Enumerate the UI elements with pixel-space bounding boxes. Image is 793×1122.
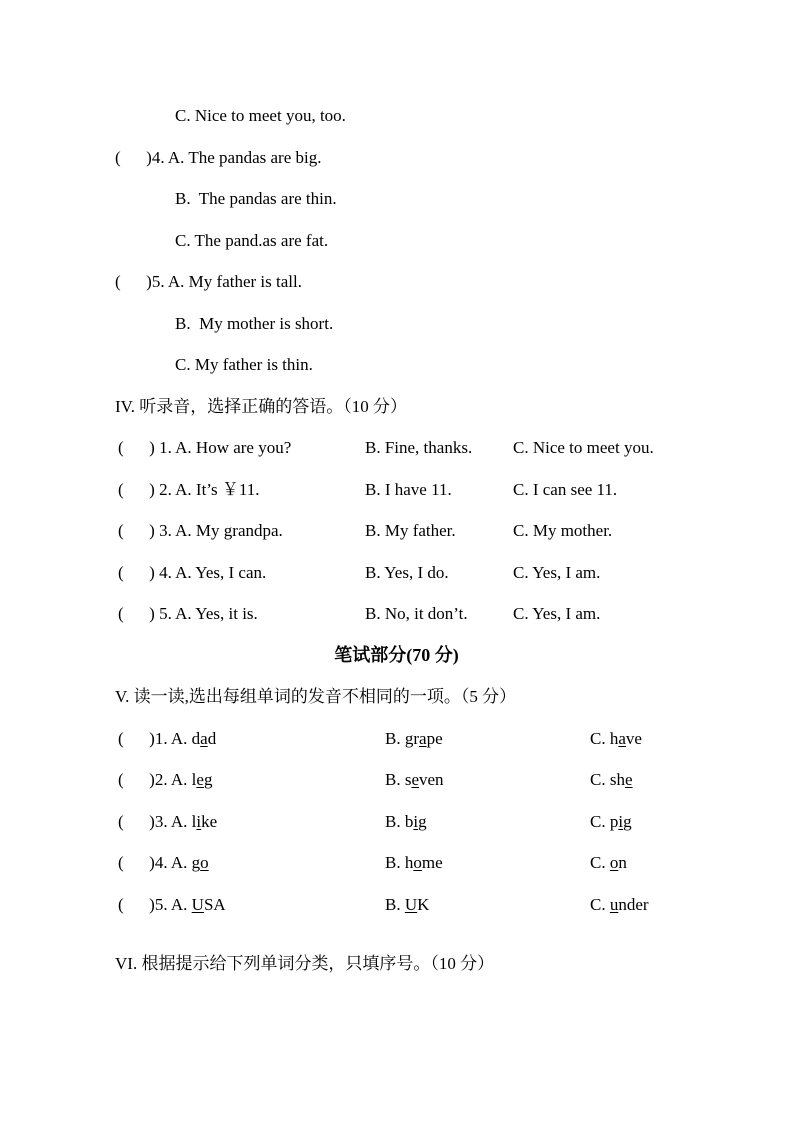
option-b: B. No, it don’t. [365, 604, 468, 623]
option-prefix: ( )4. A. [118, 853, 192, 872]
option-b [385, 842, 590, 884]
phonics-row [0, 801, 793, 843]
option-line: C. My father is thin. [175, 355, 313, 374]
question-row [0, 469, 793, 511]
underlined-letter: a [200, 728, 208, 748]
underlined-letter: a [618, 728, 626, 748]
word-part: K [417, 894, 430, 914]
option-b: B. I have 11. [365, 479, 452, 499]
word-part: ven [419, 770, 444, 789]
word-part: g [418, 811, 427, 831]
option-b: B. Yes, I do. [365, 562, 449, 582]
option-c: C. Nice to meet you. [513, 438, 654, 457]
question-line: ( )5. A. My father is tall. [115, 272, 302, 291]
underlined-letter: i [618, 811, 624, 831]
option-c: C. Yes, I am. [513, 562, 601, 582]
underlined-letter: e [624, 770, 633, 789]
word-part: SA [203, 894, 226, 914]
option-prefix: C. [590, 770, 610, 789]
word-part: l [191, 811, 197, 831]
option-b [385, 718, 590, 760]
option-prefix: C. [590, 811, 610, 831]
word-part: l [191, 770, 197, 789]
option-a: ( ) 3. A. My grandpa. [118, 521, 283, 540]
question-row [0, 552, 793, 594]
phonics-row [0, 884, 793, 926]
option-line: B. The pandas are thin. [175, 189, 337, 208]
underlined-letter: e [196, 770, 204, 789]
option-prefix: B. [385, 853, 405, 872]
underlined-letter: o [609, 853, 619, 872]
option-b: B. My father. [365, 521, 456, 540]
option-a [118, 884, 385, 926]
option-a [118, 801, 385, 843]
underlined-letter: i [196, 811, 202, 831]
option-b: B. Fine, thanks. [365, 438, 473, 457]
option-a [118, 759, 385, 801]
option-a [118, 842, 385, 884]
option-line: C. The pand.as are fat. [175, 230, 329, 250]
option-prefix: ( )5. A. [118, 894, 192, 914]
underlined-letter: e [411, 770, 420, 789]
phonics-row [0, 759, 793, 801]
option-b [385, 884, 590, 926]
section-vi-title: VI. 根据提示给下列单词分类，只填序号。（10 分） [115, 954, 495, 973]
option-prefix: C. [590, 728, 610, 748]
underlined-letter: a [419, 728, 427, 748]
option-prefix: C. [590, 894, 610, 914]
option-c [590, 853, 627, 872]
option-prefix: ( )2. A. [118, 770, 192, 789]
option-c [590, 729, 642, 748]
word-part: n [618, 853, 627, 872]
option-prefix: B. [385, 894, 405, 914]
option-a: ( ) 5. A. Yes, it is. [118, 604, 258, 623]
word-part: g [623, 811, 632, 831]
word-part: b [404, 811, 414, 831]
word-part: d [191, 728, 201, 748]
option-a: ( ) 1. A. How are you? [118, 438, 292, 457]
word-part: ve [625, 728, 642, 748]
option-prefix: B. [385, 811, 405, 831]
option-prefix: B. [385, 770, 405, 789]
option-a: ( ) 4. A. Yes, I can. [118, 562, 267, 582]
option-line: C. Nice to meet you, too. [175, 106, 346, 125]
option-prefix: B. [385, 728, 405, 748]
underlined-letter: U [191, 894, 204, 914]
option-c [590, 770, 633, 789]
question-row [0, 510, 793, 552]
word-part: gr [404, 728, 420, 748]
written-part-title: 笔试部分(70 分) [334, 644, 459, 665]
word-part: nder [618, 894, 649, 914]
word-part: h [609, 728, 619, 748]
option-c: C. I can see 11. [513, 479, 618, 499]
word-part: me [421, 853, 443, 872]
option-line: B. My mother is short. [175, 313, 334, 333]
word-part: p [609, 811, 619, 831]
word-part: s [404, 770, 412, 789]
word-part: pe [426, 728, 443, 748]
option-b [385, 801, 590, 843]
section-iv-title: IV. 听录音，选择正确的答语。（10 分） [115, 396, 407, 416]
word-part: g [191, 853, 201, 872]
word-part: d [207, 728, 217, 748]
option-c [590, 812, 632, 831]
underlined-letter: i [413, 811, 419, 831]
underlined-letter: U [404, 894, 418, 914]
underlined-letter: o [413, 853, 422, 872]
question-row [0, 593, 793, 635]
option-prefix: C. [590, 853, 610, 872]
option-prefix: ( )3. A. [118, 811, 192, 831]
word-part: g [203, 770, 213, 789]
option-a: ( ) 2. A. It’s ￥11. [118, 479, 260, 499]
option-a [118, 718, 385, 760]
phonics-row [0, 718, 793, 760]
section-v-title: V. 读一读,选出每组单词的发音不相同的一项。（5 分） [115, 687, 517, 706]
word-part: sh [609, 770, 625, 789]
word-part: ke [201, 811, 218, 831]
underlined-letter: u [609, 894, 619, 914]
question-row [0, 427, 793, 469]
option-c: C. Yes, I am. [513, 604, 601, 623]
phonics-row [0, 842, 793, 884]
option-b [385, 759, 590, 801]
option-prefix: ( )1. A. [118, 728, 192, 748]
underlined-letter: o [200, 853, 209, 872]
word-part: h [404, 853, 414, 872]
option-c [590, 895, 649, 914]
option-c: C. My mother. [513, 521, 613, 540]
question-line: ( )4. A. The pandas are big. [115, 147, 322, 167]
